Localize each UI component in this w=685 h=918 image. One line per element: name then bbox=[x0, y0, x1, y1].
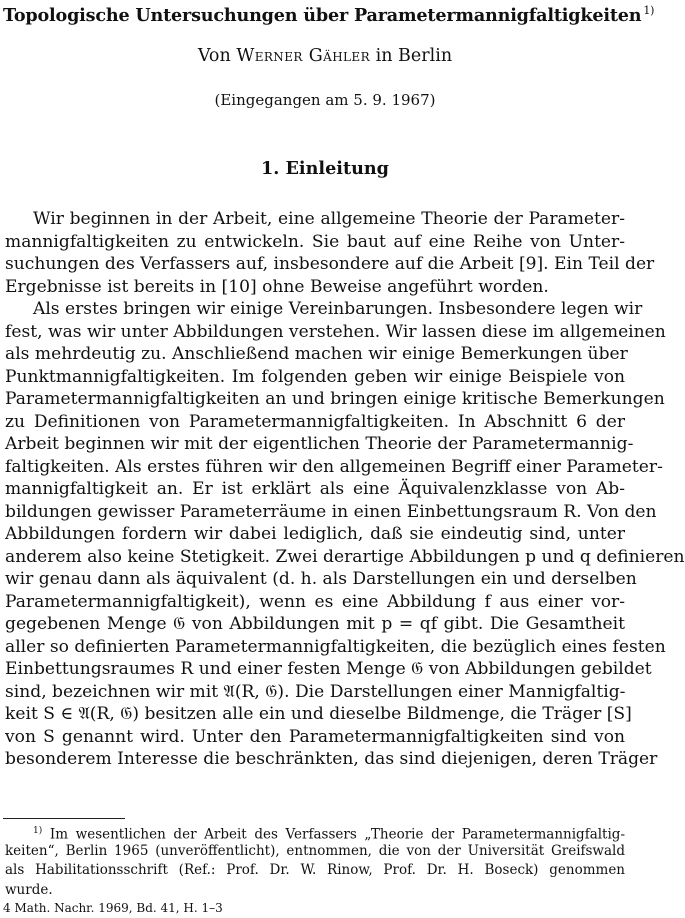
body-line: faltigkeiten. Als erstes führen wir den allgemeinen Begriff einer Parameter- bbox=[5, 456, 663, 477]
body-line: Als erstes bringen wir einige Vereinbarungen. Insbesondere legen wir bbox=[33, 299, 643, 319]
section-heading: 1. Einleitung bbox=[261, 158, 389, 179]
body-line: zu Definitionen von Parametermannigfaltigkeiten. In Abschnitt 6 der bbox=[5, 411, 625, 432]
body-line: anderem also keine Stetigkeit. Zwei derartige Abbildungen p und q definieren bbox=[5, 546, 685, 567]
footnote-line: keiten“, Berlin 1965 (unveröffentlicht), entnommen, die von der Universität Greifswald bbox=[5, 842, 625, 859]
received-date: (Eingegangen am 5. 9. 1967) bbox=[214, 91, 436, 109]
author-line bbox=[0, 46, 650, 66]
body-line: Punktmannigfaltigkeiten. Im folgenden geben wir einige Beispiele von bbox=[5, 366, 625, 387]
journal-reference: 4 Math. Nachr. 1969, Bd. 41, H. 1–3 bbox=[3, 901, 223, 915]
footnote-line: als Habilitationsschrift (Ref.: Prof. Dr. W. Rinow, Prof. Dr. H. Boseck) genommen bbox=[5, 862, 625, 879]
author-suffix: in Berlin bbox=[375, 46, 453, 66]
footnote-marker: 1) bbox=[33, 826, 43, 836]
body-line: wir genau dann als äquivalent (d. h. als Darstellungen ein und derselben bbox=[5, 569, 637, 589]
footnote-rule bbox=[3, 818, 125, 819]
footnote-line bbox=[5, 822, 625, 842]
body-line: mannigfaltigkeit an. Er ist erklärt als eine Äquivalenzklasse von Ab- bbox=[5, 479, 625, 499]
footnote bbox=[5, 822, 625, 900]
body-line: mannigfaltigkeiten zu entwickeln. Sie baut auf eine Reihe von Unter- bbox=[5, 231, 625, 252]
body-line: fest, was wir unter Abbildungen verstehen. Wir lassen diese im allgemeinen bbox=[5, 321, 666, 342]
body-line: Arbeit beginnen wir mit der eigentlichen Theorie der Parametermannig- bbox=[5, 434, 634, 454]
body-line: aller so definierten Parametermannigfaltigkeiten, die bezüglich eines festen bbox=[5, 636, 666, 657]
body-line: als mehrdeutig zu. Anschließend machen wir einige Bemerkungen über bbox=[5, 344, 628, 364]
body-line: Parametermannigfaltigkeiten an und bringen einige kritische Bemerkungen bbox=[5, 389, 665, 409]
author-prefix: Von bbox=[197, 46, 231, 66]
body-line: keit S ∈ 𝔄(R, 𝔊) besitzen alle ein und dieselbe Bildmenge, die Träger [S] bbox=[5, 704, 632, 724]
footnote-line: wurde. bbox=[5, 881, 53, 898]
body-line: von S genannt wird. Unter den Parametermannigfaltigkeiten sind von bbox=[5, 726, 625, 747]
body-text bbox=[5, 208, 685, 771]
body-line: gegebenen Menge 𝔊 von Abbildungen mit p = qf gibt. Die Gesamtheit bbox=[5, 614, 625, 634]
body-line: suchungen des Verfassers auf, insbesondere auf die Arbeit [9]. Ein Teil der bbox=[5, 254, 655, 274]
body-line: sind, bezeichnen wir mit 𝔄(R, 𝔊). Die Darstellungen einer Mannigfaltig- bbox=[5, 681, 626, 702]
footnote-text: Im wesentlichen der Arbeit des Verfassers „Theorie der Parametermannigfaltig- bbox=[49, 826, 626, 843]
title-text: Topologische Untersuchungen über Parametermannigfaltigkeiten bbox=[3, 4, 642, 26]
body-line: Parametermannigfaltigkeit), wenn es eine Abbildung f aus einer vor- bbox=[5, 591, 625, 612]
body-line: besonderem Interesse die beschränkten, das sind diejenigen, deren Träger bbox=[5, 749, 658, 769]
author-name: Werner Gähler bbox=[236, 46, 371, 66]
paper-title bbox=[3, 4, 655, 26]
body-line: Ergebnisse ist bereits in [10] ohne Beweise angeführt worden. bbox=[5, 276, 549, 297]
body-line: Einbettungsraumes R und einer festen Menge 𝔊 von Abbildungen gebildet bbox=[5, 659, 652, 679]
body-line: bildungen gewisser Parameterräume in einen Einbettungsraum R. Von den bbox=[5, 501, 657, 522]
body-line: Wir beginnen in der Arbeit, eine allgemeine Theorie der Parameter- bbox=[33, 209, 625, 229]
body-line: Abbildungen fordern wir dabei lediglich, daß sie eindeutig sind, unter bbox=[5, 524, 625, 544]
title-footnote-marker: 1) bbox=[643, 4, 655, 17]
